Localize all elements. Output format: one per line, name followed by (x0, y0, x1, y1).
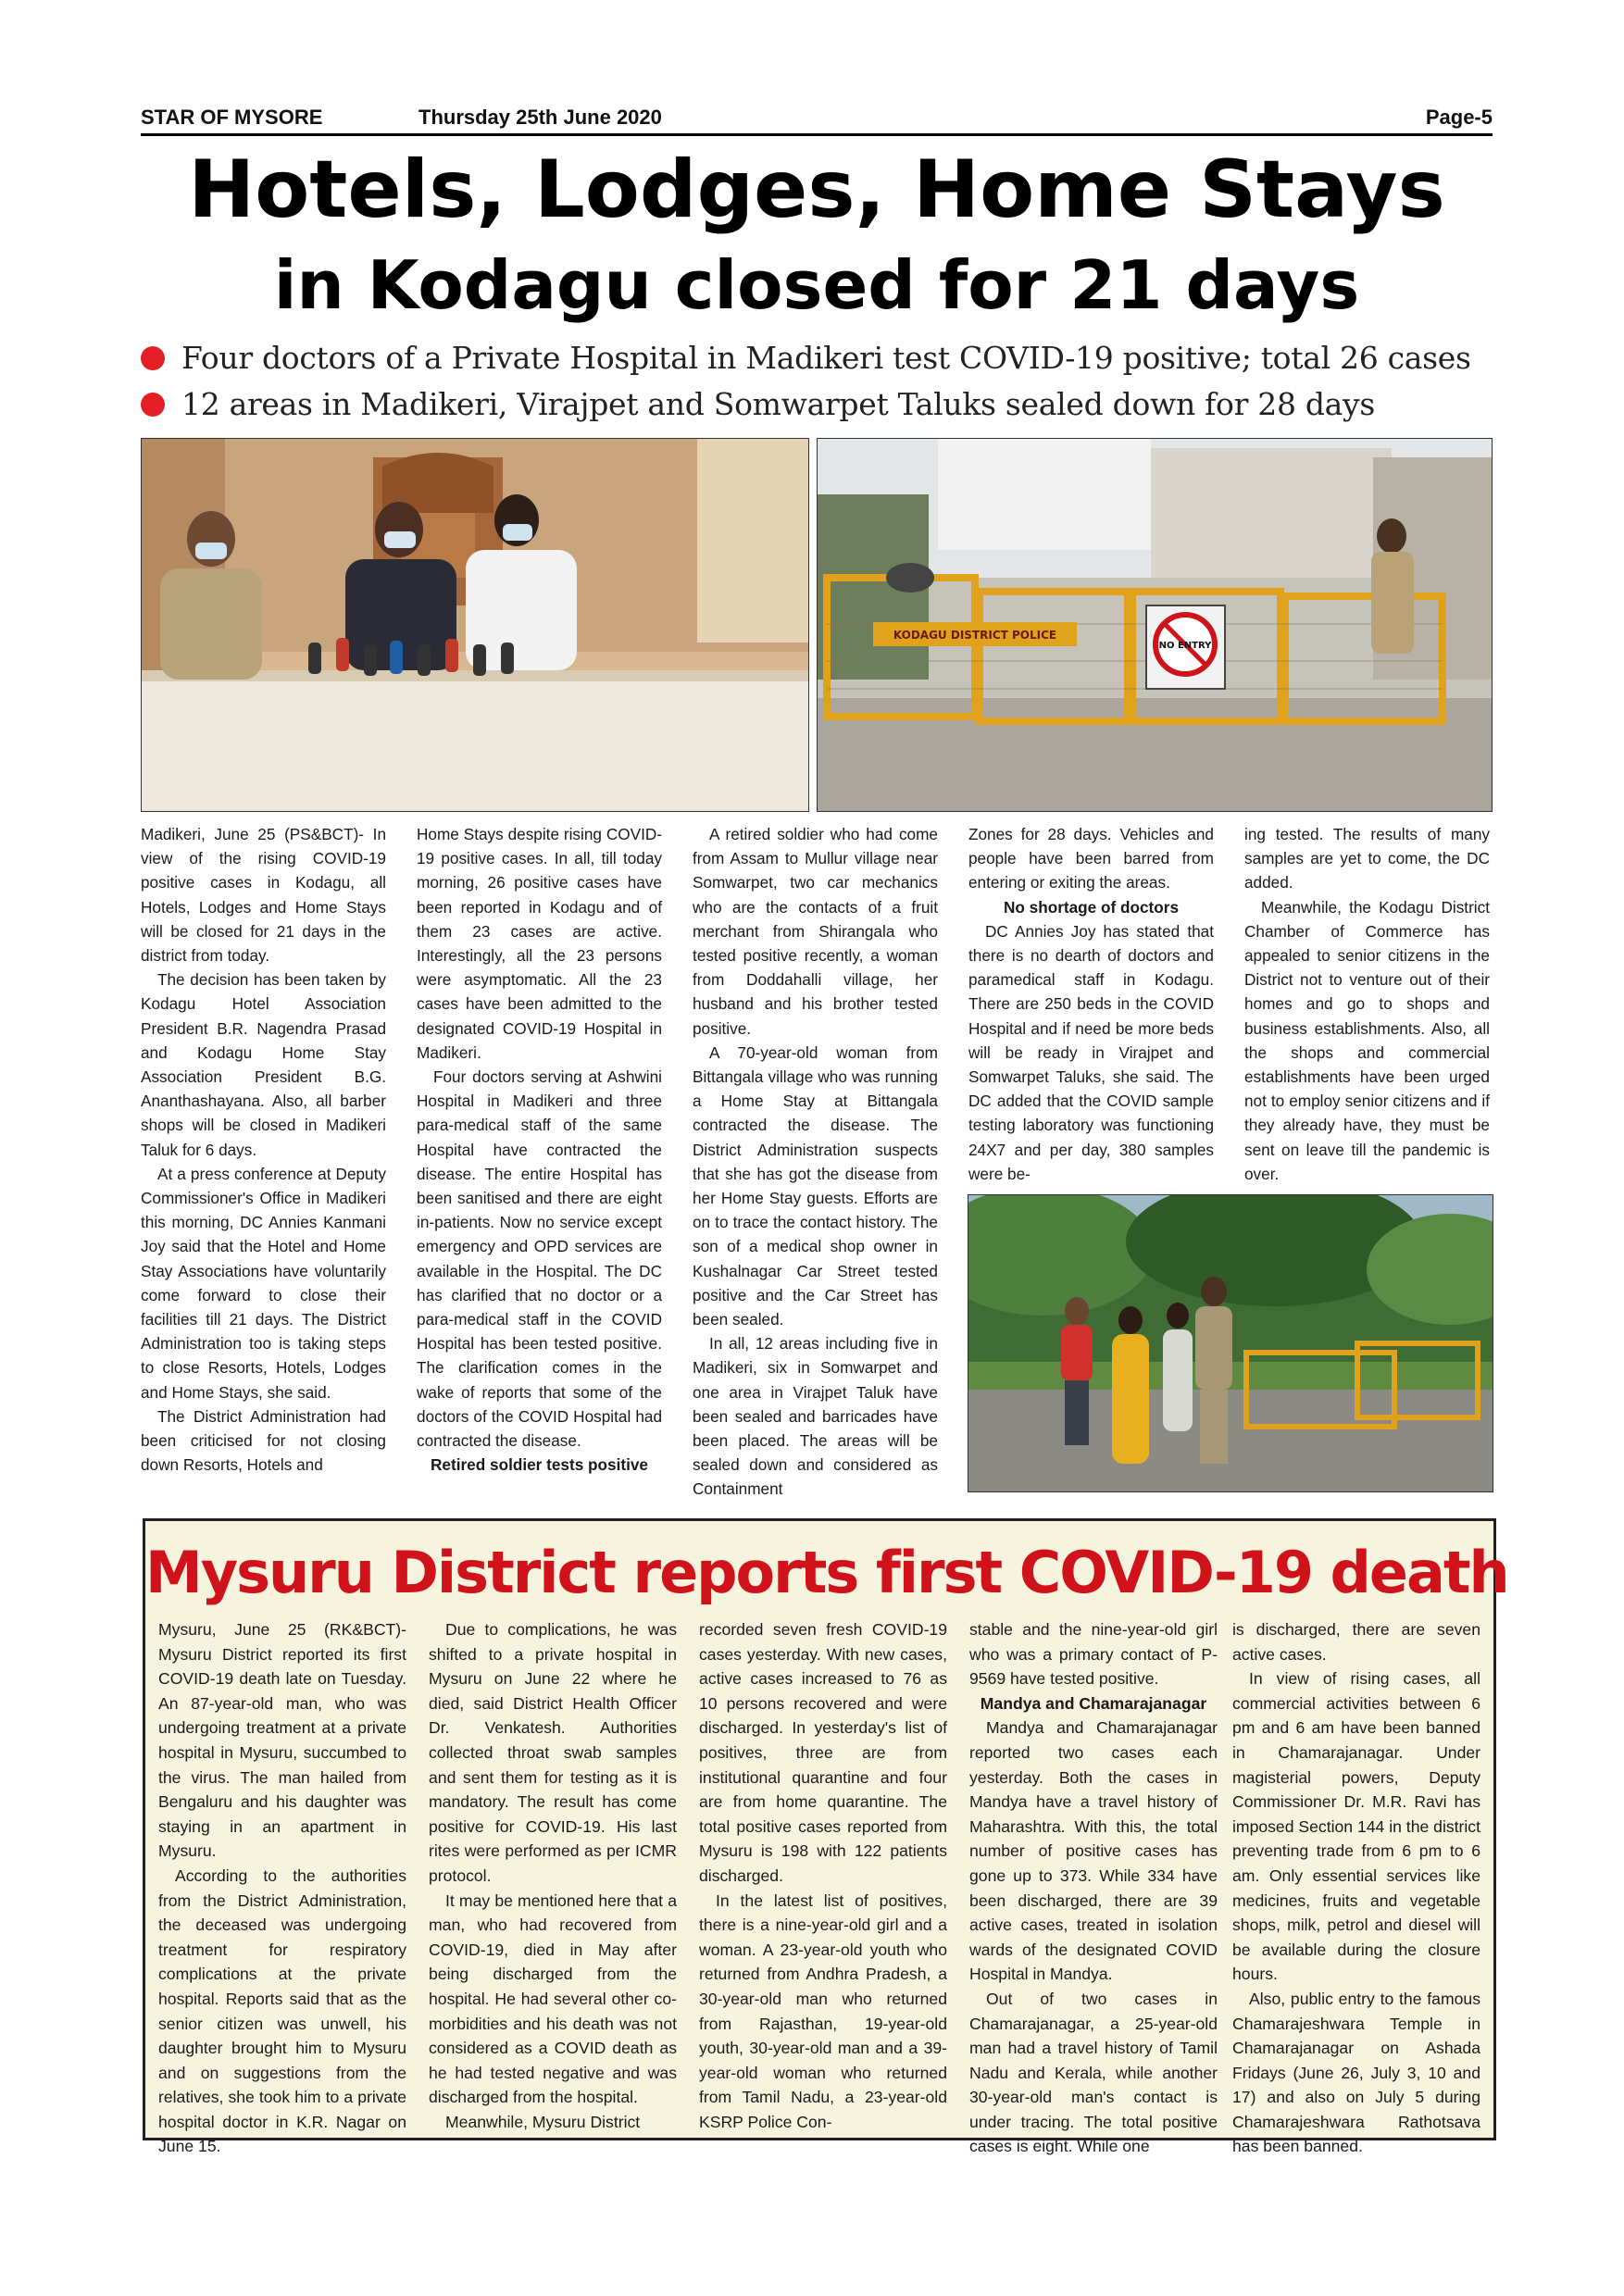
story1-subhead-soldier: Retired soldier tests positive (431, 1455, 648, 1475)
paragraph: Also, public entry to the famous Chamarajeshwara Temple in Chamarajanagar on Ashada Fridays (June 26, July 3, 10 and 17) and also on July 5 during Chamarajeshwara Rathotsava has been banned. (1232, 1989, 1480, 2156)
story1-column-4 (968, 822, 1214, 1186)
paragraph: Mandya and Chamarajanagar reported two cases each yesterday. Both the cases in Mandya have a travel history of Maharashtra. With this, the total number of positive cases has gone up to 373. While 334 have been discharged, there are 39 active cases, treated in isolation wards of the designated COVID Hospital in Mandya. (969, 1718, 1218, 1984)
page-number: Page-5 (1425, 106, 1493, 129)
story1-column-5 (1244, 822, 1490, 1186)
subhead-bullet-text: Four doctors of a Private Hospital in Madikeri test COVID-19 positive; total 26 cases (181, 340, 1471, 376)
story1-column-1 (141, 822, 386, 1477)
no-entry-sign-text: NO ENTRY (1158, 641, 1212, 651)
paragraph: Meanwhile, Mysuru District (445, 2112, 641, 2131)
barricade-photo (817, 438, 1493, 812)
paragraph: Madikeri, June 25 (PS&BCT)- In view of the rising COVID-19 positive cases in Kodagu, all Hotels, Lodges and Home Stays will be closed for 21 days in the district from today. (141, 825, 386, 966)
main-headline-line1: Hotels, Lodges, Home Stays (188, 144, 1445, 236)
subhead-bullet (141, 381, 1502, 428)
paragraph: According to the authorities from the District Administration, the deceased was undergoing treatment for respiratory complications at the private hospital. Reports said that as the senior citizen was unwell, his daughter brought him to Mysuru and on suggestions from the relatives, she took him to a private hospital doctor in K.R. Nagar on June 15. (158, 1866, 406, 2156)
story1-subhead-doctors: No shortage of doctors (1003, 897, 1180, 917)
paragraph: DC Annies Joy has stated that there is no dearth of doctors and paramedical staff in Kodagu. There are 250 beds in the COVID Hospital and if need be more beds will be ready in Virajpet and Somwarpet Taluks, she said. The DC added that the COVID sample testing laboratory was functioning 24X7 and per day, 380 samples were be- (968, 921, 1214, 1183)
story1-column-3 (693, 822, 938, 1502)
paragraph: stable and the nine-year-old girl who was a primary contact of P-9569 have tested positive. (969, 1620, 1218, 1689)
story2-column-3 (699, 1617, 947, 2134)
paragraph: The decision has been taken by Kodagu Hotel Association President B.R. Nagendra Prasad and Kodagu Home Stay Association President B.G. Ananthashayana. Also, all barber shops will be closed in Madikeri Taluk for 6 days. (141, 970, 386, 1159)
paragraph: It may be mentioned here that a man, who had recovered from COVID-19, died in May after being discharged from the hospital. He had several other co-morbidities and his death was not considered as a COVID death as he had tested negative and was discharged from the hospital. (429, 1890, 677, 2107)
paragraph: Four doctors serving at Ashwini Hospital in Madikeri and three para-medical staff of the same Hospital have contracted the disease. The entire Hospital has been sanitised and there are eight in-patients. Now no service except emergency and OPD services are available in the Hospital. The DC has clarified that no doctor or a para-medical staff in the COVID Hospital has been tested positive. The clarification comes in the wake of reports that some of the doctors of the COVID Hospital had contracted the disease. (417, 1067, 662, 1451)
mysuru-story-box (143, 1518, 1508, 2156)
issue-date: Thursday 25th June 2020 (418, 106, 662, 129)
story2-column-5 (1232, 1617, 1480, 2159)
paragraph: recorded seven fresh COVID-19 cases yesterday. With new cases, active cases increased to 76 as 10 persons recovered and were discharged. In yesterday's list of positives, three are from institutional quarantine and four are from home quarantine. The total positive cases reported from Mysuru is 198 with 122 patients discharged. (699, 1620, 947, 1885)
paragraph: The District Administration had been criticised for not closing down Resorts, Hotels and (141, 1406, 386, 1475)
story2-headline: Mysuru District reports first COVID-19 death (145, 1539, 1508, 1606)
subhead-bullet (141, 335, 1502, 381)
subhead-bullet-text: 12 areas in Madikeri, Virajpet and Somwarpet Taluks sealed down for 28 days (181, 386, 1376, 422)
red-bullet-icon (141, 346, 165, 370)
press-conference-illustration (142, 439, 808, 811)
story2-column-1 (158, 1617, 406, 2159)
paragraph: Zones for 28 days. Vehicles and people have been barred from entering or exiting the areas. (968, 825, 1214, 892)
paragraph: At a press conference at Deputy Commissioner's Office in Madikeri this morning, DC Annies Kanmani Joy said that the Hotel and Home Stay Associations have voluntarily come forward to close their facilities till 21 days. The District Administration too is taking steps to close Resorts, Hotels, Lodges and Home Stays, she said. (141, 1164, 386, 1402)
red-bullet-icon (141, 393, 165, 417)
paragraph: In view of rising cases, all commercial activities between 6 pm and 6 am have been banned in Chamarajanagar. Under magisterial powers, Deputy Commissioner Dr. M.R. Ravi has imposed Section 144 in the district preventing trade from 6 pm to 6 am. Only essential services like medicines, fruits and vegetable shops, milk, petrol and diesel will be available during the closure hours. (1232, 1669, 1480, 1984)
paragraph: In the latest list of positives, there is a nine-year-old girl and a woman. A 23-year-old youth who returned from Andhra Pradesh, a 30-year-old man who returned from Rajasthan, 19-year-old youth, 30-year-old man and a 39-year-old woman who returned from Tamil Nadu, a 23-year-old KSRP Police Con- (699, 1890, 947, 2131)
paragraph: A 70-year-old woman from Bittangala village who was running a Home Stay at Bittangala contracted the disease. The District Administration suspects that she has got the disease from her Home Stay guests. Efforts are on to trace the contact history. The son of a medical shop owner in Kushalnagar Car Street tested positive and the Car Street has been sealed. (693, 1042, 938, 1329)
barricade-illustration (818, 439, 1492, 811)
newspaper-name: STAR OF MYSORE (141, 106, 323, 129)
story2-column-2 (429, 1617, 677, 2134)
masthead (141, 104, 1493, 136)
story2-subhead-mandya: Mandya and Chamarajanagar (980, 1693, 1207, 1713)
barricade-banner-text: KODAGU DISTRICT POLICE (893, 629, 1057, 642)
paragraph: is discharged, there are seven active cases. (1232, 1620, 1480, 1664)
paragraph: ing tested. The results of many samples are yet to come, the DC added. (1244, 825, 1490, 892)
paragraph: Due to complications, he was shifted to a private hospital in Mysuru on June 22 where he died, said District Health Officer Dr. Venkatesh. Authorities collected throat swab samples and sent them for testing as it is mandatory. The result has come positive for COVID-19. His last rites were performed as per ICMR protocol. (429, 1620, 677, 1885)
story1-column-2 (417, 822, 662, 1477)
paragraph: Home Stays despite rising COVID-19 positive cases. In all, till today morning, 26 positive cases have been reported in Kodagu and of them 23 cases are active. Interestingly, all the 23 persons were asymptomatic. All the 23 cases have been admitted to the designated COVID-19 Hospital in Madikeri. (417, 825, 662, 1062)
story2-column-4 (969, 1617, 1218, 2159)
paragraph: In all, 12 areas including five in Madikeri, six in Somwarpet and one area in Virajpet Taluk have been sealed and barricades have been placed. The areas will be sealed down and considered as Containment (693, 1334, 938, 1499)
paragraph: Meanwhile, the Kodagu District Chamber of Commerce has appealed to senior citizens in the District not to venture out of their homes and go to shops and business establishments. Also, all the shops and commercial establishments have been urged not to employ senior citizens and if they already have, they must be sent on leave till the pandemic is over. (1244, 897, 1490, 1183)
paragraph: Out of two cases in Chamarajanagar, a 25-year-old man had a travel history of Tamil Nadu and Kerala, while another 30-year-old man's contact is under tracing. The total positive cases is eight. While one (969, 1989, 1218, 2156)
paragraph: A retired soldier who had come from Assam to Mullur village near Somwarpet, two car mechanics who are the contacts of a fruit merchant from Shirangala who tested positive recently, a woman from Doddahalli village, her husband and his brother tested positive. (693, 825, 938, 1038)
press-conference-photo (141, 438, 809, 812)
officials-visit-photo (968, 1194, 1493, 1492)
officials-visit-illustration (968, 1195, 1493, 1491)
paragraph: Mysuru, June 25 (RK&BCT)- Mysuru District reported its first COVID-19 death late on Tuesday. An 87-year-old man, who was undergoing treatment at a private hospital in Mysuru, succumbed to the virus. The man hailed from Bengaluru and his daughter was staying in an apartment in Mysuru. (158, 1620, 406, 1861)
main-headline-line2: in Kodagu closed for 21 days (273, 246, 1360, 324)
